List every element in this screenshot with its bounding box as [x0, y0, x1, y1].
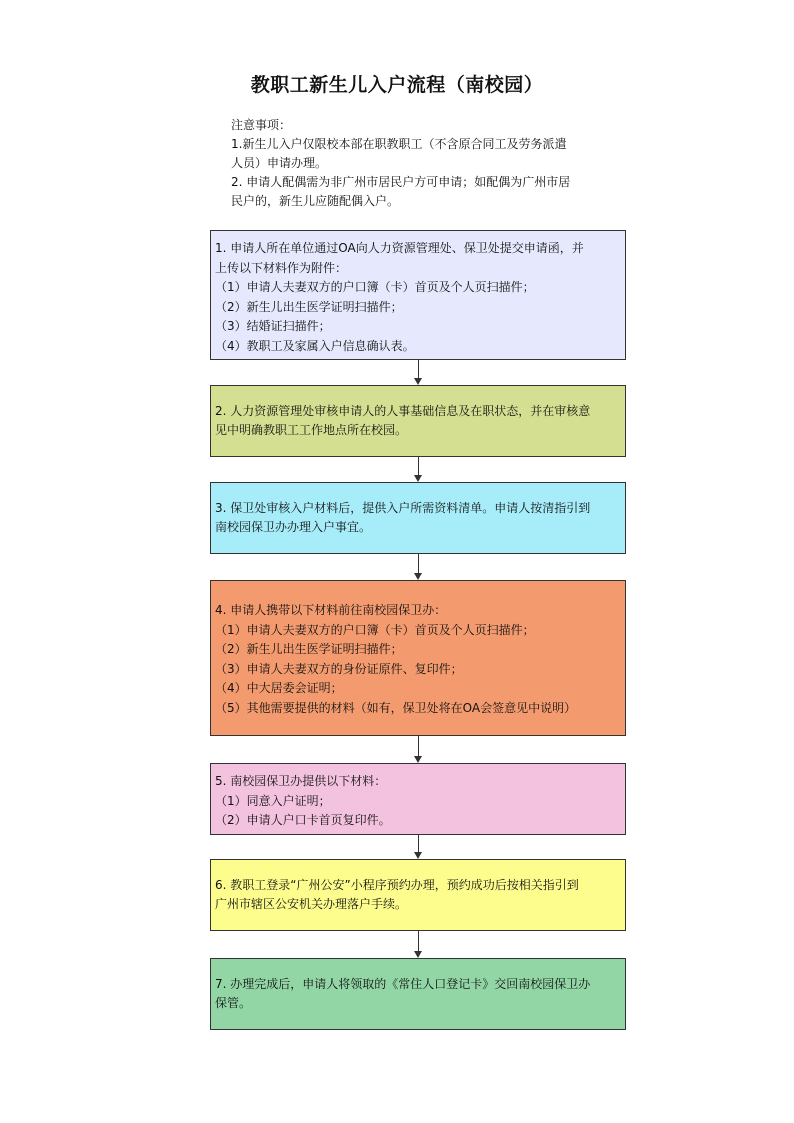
step-1-line: （1）申请人夫妻双方的户口簿（卡）首页及个人页扫描件；	[215, 280, 535, 294]
step-1-line: 上传以下材料作为附件：	[215, 260, 348, 275]
step-2-line: 2. 人力资源管理处审核申请人的人事基础信息及在职状态，并在审核意	[215, 403, 591, 418]
flow-step-7	[210, 958, 626, 1030]
step-1-line: （4）教职工及家属入户信息确认表。	[215, 338, 415, 353]
flow-step-5	[210, 763, 626, 835]
flow-step-1	[210, 230, 626, 360]
flow-arrow-line	[418, 835, 419, 852]
step-1-line: 1. 申请人所在单位通过OA向人力资源管理处、保卫处提交申请函，并	[215, 241, 584, 255]
step-5-line: （2）申请人户口卡首页复印件。	[215, 813, 391, 827]
flow-arrow-head	[414, 378, 422, 385]
flow-step-6	[210, 859, 626, 931]
notes-line: 1.新生儿入户仅限校本部在职教职工（不含原合同工及劳务派遣	[231, 137, 567, 151]
step-6-line: 6. 教职工登录“广州公安”小程序预约办理，预约成功后按相关指引到	[215, 877, 579, 892]
notes-heading: 注意事项：	[231, 118, 292, 132]
notes-line: 人员）申请办理。	[231, 156, 328, 170]
flow-arrow-line	[418, 360, 419, 378]
step-3-line: 3. 保卫处审核入户材料后，提供入户所需资料清单。申请人按清指引到	[215, 500, 591, 515]
flow-step-3	[210, 482, 626, 554]
notes-line: 2. 申请人配偶需为非广州市居民户方可申请；如配偶为广州市居	[231, 175, 571, 189]
step-4-line: （4）中大居委会证明；	[215, 681, 343, 695]
flow-step-4	[210, 580, 626, 736]
step-4-line: （5）其他需要提供的材料（如有，保卫处将在OA会签意见中说明）	[215, 700, 577, 715]
step-1-line: （3）结婚证扫描件；	[215, 319, 331, 333]
flow-arrow-head	[414, 951, 422, 958]
step-7-line: 7. 办理完成后，申请人将领取的《常住人口登记卡》交回南校园保卫办	[215, 976, 591, 991]
step-5-line: 5. 南校园保卫办提供以下材料：	[215, 774, 387, 788]
step-2-line: 见中明确教职工工作地点所在校园。	[215, 423, 408, 437]
flow-arrow-head	[414, 756, 422, 763]
flow-arrow-head	[414, 475, 422, 482]
step-6-line: 广州市辖区公安机关办理落户手续。	[215, 897, 408, 911]
flow-arrow-head	[414, 573, 422, 580]
notes-line: 民户的，新生儿应随配偶入户。	[231, 194, 400, 208]
step-1-line: （2）新生儿出生医学证明扫描件；	[215, 299, 403, 314]
step-7-line: 保管。	[215, 996, 252, 1010]
flow-arrow-line	[418, 554, 419, 573]
flow-arrow-line	[418, 736, 419, 756]
flow-arrow-line	[418, 931, 419, 951]
step-4-line: （2）新生儿出生医学证明扫描件；	[215, 642, 403, 656]
step-4-line: （3）申请人夫妻双方的身份证原件、复印件；	[215, 661, 463, 676]
step-5-line: （1）同意入户证明；	[215, 793, 331, 808]
step-3-line: 南校园保卫办办理入户事宜。	[215, 520, 372, 534]
flow-arrow-line	[418, 457, 419, 475]
page-title: 教职工新生儿入户流程（南校园）	[250, 74, 544, 96]
flow-step-2	[210, 385, 626, 457]
notes-section	[231, 116, 611, 211]
step-4-line: 4. 申请人携带以下材料前往南校园保卫办：	[215, 603, 447, 617]
step-4-line: （1）申请人夫妻双方的户口簿（卡）首页及个人页扫描件；	[215, 622, 535, 637]
flow-arrow-head	[414, 852, 422, 859]
